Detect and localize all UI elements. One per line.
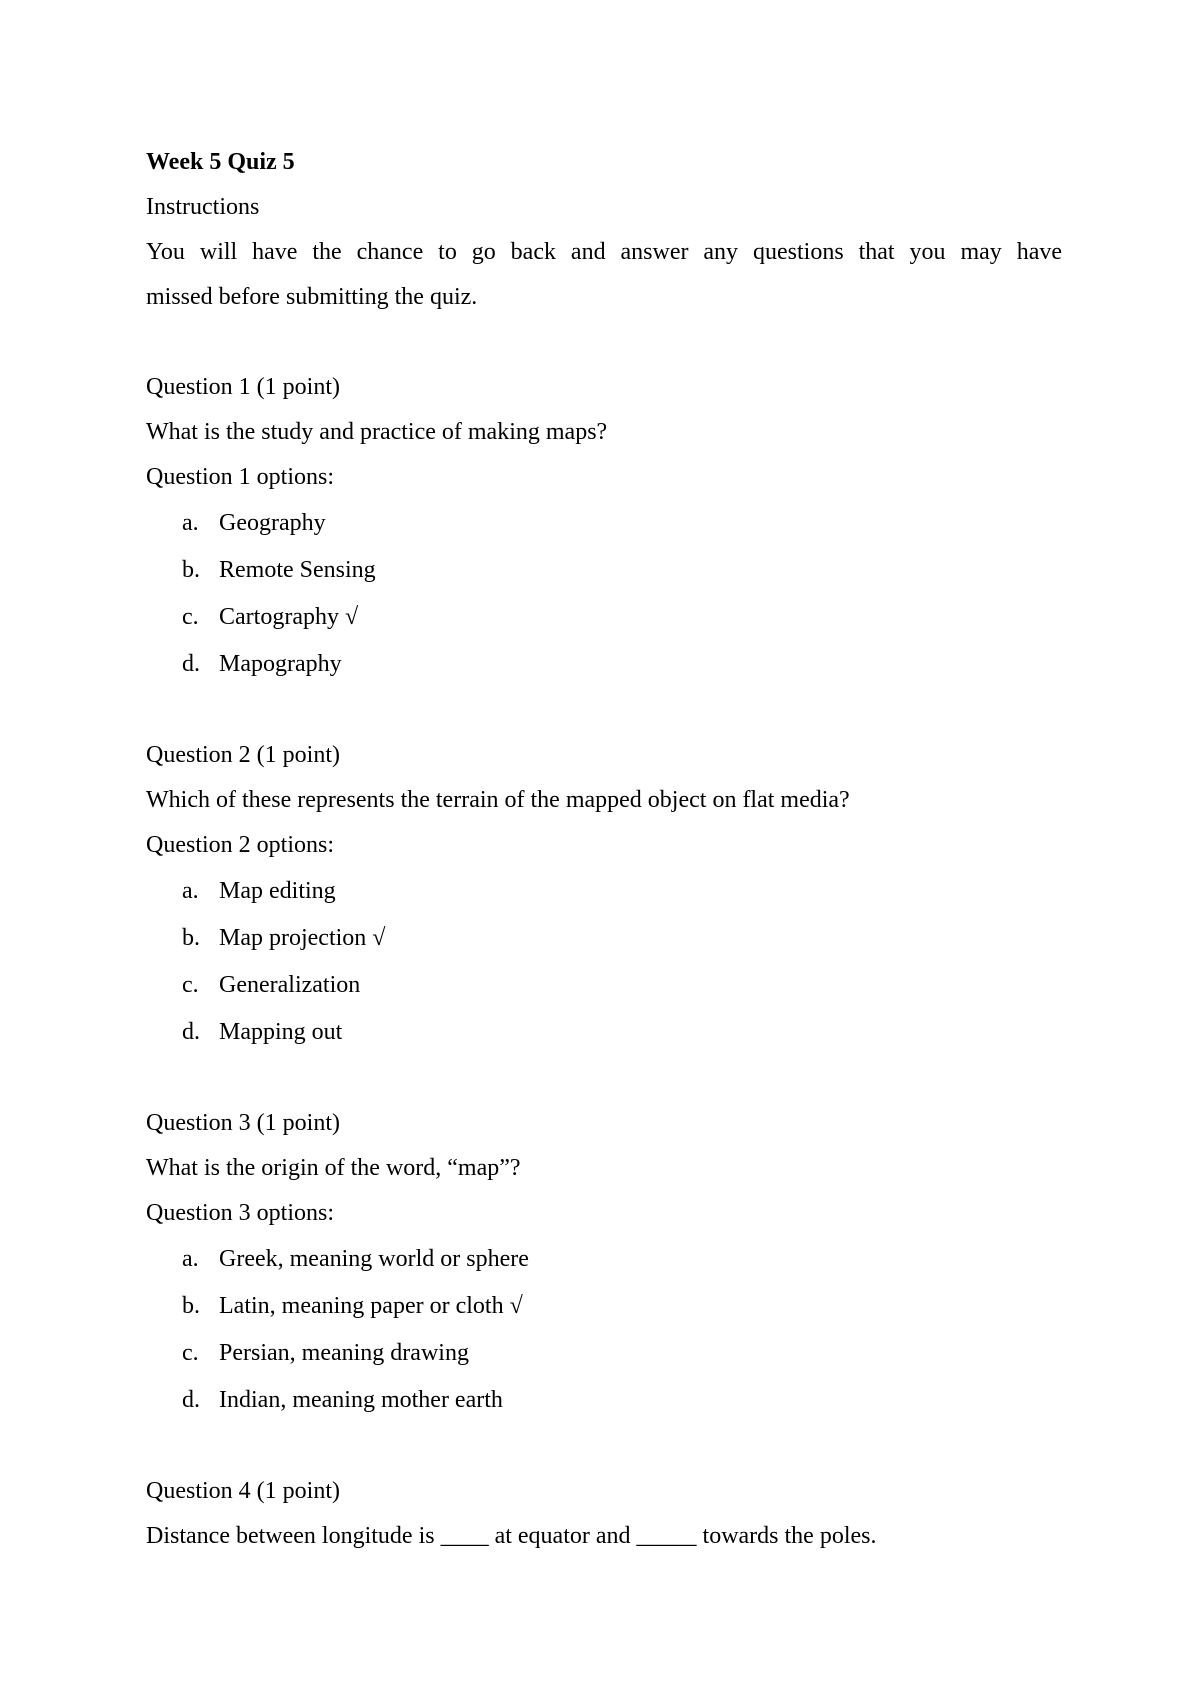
- question-heading: Question 4 (1 point): [146, 1478, 340, 1504]
- option-letter: b.: [182, 925, 200, 951]
- option-letter: c.: [182, 972, 199, 998]
- quiz-title: Week 5 Quiz 5: [146, 149, 295, 175]
- option-letter: d.: [182, 1019, 200, 1045]
- option-letter: a.: [182, 510, 199, 536]
- option-text: Persian, meaning drawing: [219, 1340, 469, 1366]
- option-text: Geography: [219, 510, 326, 536]
- quiz-document: [146, 140, 1062, 1559]
- option-item[interactable]: [146, 1330, 1062, 1377]
- option-letter: d.: [182, 1387, 200, 1413]
- question-1: [146, 365, 1062, 688]
- option-letter: b.: [182, 557, 200, 583]
- option-text: Cartography: [219, 604, 339, 630]
- option-text: Mapography: [219, 651, 342, 677]
- question-prompt: Distance between longitude is ____ at equator and _____ towards the poles.: [146, 1523, 877, 1549]
- option-letter: b.: [182, 1293, 200, 1319]
- question-prompt: What is the origin of the word, “map”?: [146, 1155, 521, 1181]
- option-text: Generalization: [219, 972, 361, 998]
- option-item[interactable]: [146, 1377, 1062, 1424]
- option-letter: c.: [182, 604, 199, 630]
- checkmark-icon: √: [509, 1293, 523, 1319]
- option-item[interactable]: [146, 500, 1062, 547]
- option-item[interactable]: [146, 1009, 1062, 1056]
- options-list: [146, 868, 1062, 1056]
- instructions-label: Instructions: [146, 194, 260, 220]
- option-item-correct[interactable]: [146, 915, 1062, 962]
- option-item[interactable]: [146, 547, 1062, 594]
- option-item[interactable]: [146, 1236, 1062, 1283]
- options-label: Question 2 options:: [146, 832, 335, 858]
- option-text: Greek, meaning world or sphere: [219, 1246, 529, 1272]
- option-item[interactable]: [146, 962, 1062, 1009]
- options-label: Question 3 options:: [146, 1200, 335, 1226]
- instructions-text-line-2: missed before submitting the quiz.: [146, 284, 478, 310]
- question-heading: Question 1 (1 point): [146, 374, 340, 400]
- option-text: Remote Sensing: [219, 557, 376, 583]
- option-item-correct[interactable]: [146, 594, 1062, 641]
- spacer: [146, 320, 1062, 365]
- spacer: [146, 688, 1062, 733]
- spacer: [146, 1056, 1062, 1101]
- question-prompt: Which of these represents the terrain of the mapped object on flat media?: [146, 787, 850, 813]
- question-prompt: What is the study and practice of making maps?: [146, 419, 608, 445]
- option-item-correct[interactable]: [146, 1283, 1062, 1330]
- instructions-text-line-1: You will have the chance to go back and answer any questions that you may have: [146, 239, 1062, 265]
- checkmark-icon: √: [372, 925, 386, 951]
- option-text: Indian, meaning mother earth: [219, 1387, 503, 1413]
- option-text: Map projection: [219, 925, 367, 951]
- option-text: Latin, meaning paper or cloth: [219, 1293, 504, 1319]
- option-text: Mapping out: [219, 1019, 343, 1045]
- option-item[interactable]: [146, 868, 1062, 915]
- option-letter: d.: [182, 651, 200, 677]
- question-heading: Question 2 (1 point): [146, 742, 340, 768]
- option-letter: a.: [182, 878, 199, 904]
- options-list: [146, 1236, 1062, 1424]
- options-label: Question 1 options:: [146, 464, 335, 490]
- question-3: [146, 1101, 1062, 1424]
- spacer: [146, 1424, 1062, 1469]
- question-2: [146, 733, 1062, 1056]
- options-list: [146, 500, 1062, 688]
- question-4: [146, 1469, 1062, 1559]
- option-item[interactable]: [146, 641, 1062, 688]
- option-letter: c.: [182, 1340, 199, 1366]
- option-text: Map editing: [219, 878, 336, 904]
- question-heading: Question 3 (1 point): [146, 1110, 340, 1136]
- checkmark-icon: √: [344, 604, 359, 630]
- option-letter: a.: [182, 1246, 199, 1272]
